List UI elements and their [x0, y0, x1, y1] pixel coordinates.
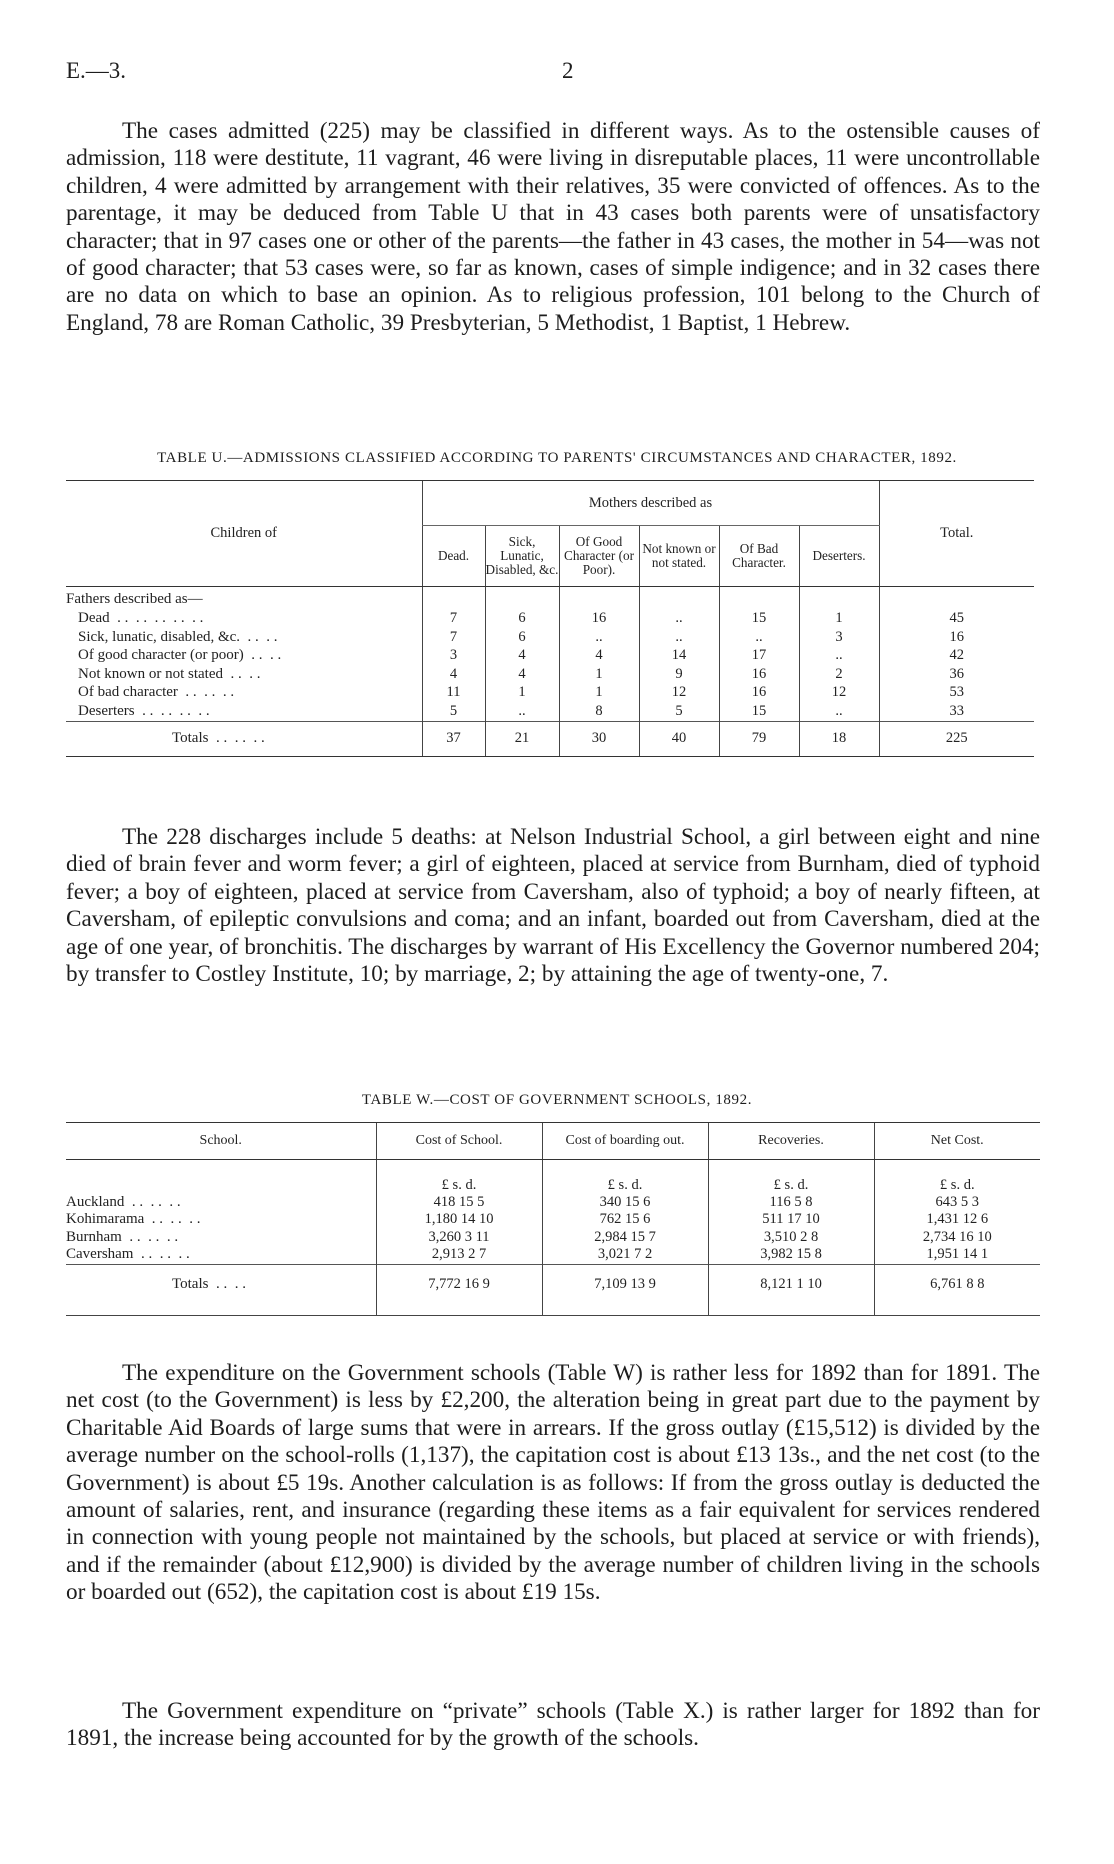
table-cell: ..: [485, 702, 559, 721]
table-cell: 7: [422, 609, 485, 628]
table-cell: 11: [422, 683, 485, 702]
table-u-caption: TABLE U.—ADMISSIONS CLASSIFIED ACCORDING TO PARENTS' CIRCUMSTANCES AND CHARACTER, 1892.: [157, 450, 957, 466]
totals-row: [66, 1264, 1040, 1305]
table-u: [66, 480, 1034, 757]
table-cell: 511 17 10: [708, 1211, 874, 1228]
table-cell: 2,984 15 7: [542, 1229, 708, 1246]
document-reference: E.—3.: [66, 58, 127, 83]
table-cell: 33: [879, 702, 1034, 721]
row-label: Caversham . . . . . .: [66, 1246, 190, 1263]
row-label: Of good character (or poor) . . . .: [78, 647, 282, 664]
row-label: Dead . . . . . . . . . .: [78, 610, 204, 626]
page-number: 2: [562, 58, 574, 83]
table-cell: 3: [799, 628, 879, 647]
table-cell: 3,510 2 8: [708, 1229, 874, 1246]
table-cell: 116 5 8: [708, 1194, 874, 1211]
table-cell: 12: [639, 683, 719, 702]
table-cell: 37: [422, 721, 485, 756]
table-cell: 1,180 14 10: [376, 1211, 542, 1228]
table-cell: 2: [799, 665, 879, 684]
table-cell: 16: [719, 683, 799, 702]
row-header: Children of: [66, 481, 422, 587]
units-label: £ s. d.: [376, 1160, 542, 1195]
table-row: [66, 1194, 1040, 1211]
table-cell: 53: [879, 683, 1034, 702]
table-row: [66, 609, 1034, 628]
table-cell: 40: [639, 721, 719, 756]
row-label: Deserters . . . . . . . .: [78, 702, 210, 719]
table-cell: 18: [799, 721, 879, 756]
table-row: [66, 646, 1034, 665]
table-cell: 762 15 6: [542, 1211, 708, 1228]
table-cell: ..: [719, 628, 799, 647]
table-cell: ..: [799, 646, 879, 665]
row-label: Not known or not stated . . . .: [78, 665, 261, 682]
table-cell: 340 15 6: [542, 1194, 708, 1211]
table-cell: 3,260 3 11: [376, 1229, 542, 1246]
table-cell: 6: [485, 628, 559, 647]
paragraph-admissions: The cases admitted (225) may be classified in different ways. As to the ostensible causes of admission, 118 were destitute, 11 vagrant, 46 were living in disreputable places, 11 were uncontrollable children, 4 were admitted by arrangement with their relatives, 35 were convicted of offences. As to the parentage, it may be deduced from Table U that in 43 cases both parents were of unsatisfactory character; that in 97 cases one or other of the parents—the father in 43 cases, the mother in 54—was not of good character; that 53 cases were, so far as known, cases of simple indigence; and in 32 cases there are no data on which to base an opinion. As to religious profession, 101 belong to the Church of England, 78 are Roman Catholic, 39 Presbyterian, 5 Methodist, 1 Baptist, 1 Hebrew.: [66, 118, 1040, 336]
page-header: [66, 58, 1046, 88]
table-cell: 1,431 12 6: [874, 1211, 1040, 1228]
table-row: [66, 1229, 1040, 1246]
table-w: [66, 1122, 1040, 1316]
table-cell: 12: [799, 683, 879, 702]
totals-row: [66, 721, 1034, 756]
totals-label: Totals . . . .: [66, 1264, 376, 1305]
table-cell: 3,982 15 8: [708, 1246, 874, 1264]
column-header: Cost of School.: [376, 1123, 542, 1160]
units-label: £ s. d.: [708, 1160, 874, 1195]
table-cell: 45: [879, 609, 1034, 628]
group-header: Mothers described as: [422, 481, 879, 526]
section-label: Fathers described as—: [66, 591, 203, 608]
table-cell: 21: [485, 721, 559, 756]
table-cell: 16: [719, 665, 799, 684]
row-label: Of bad character . . . . . .: [78, 684, 235, 701]
table-cell: 6,761 8 8: [874, 1264, 1040, 1305]
row-label: Sick, lunatic, disabled, &c. . . . .: [78, 628, 278, 645]
table-cell: 79: [719, 721, 799, 756]
table-cell: 8: [559, 702, 639, 721]
table-cell: 4: [559, 646, 639, 665]
total-header: Total.: [879, 481, 1034, 587]
table-row: [66, 1211, 1040, 1228]
table-cell: ..: [559, 628, 639, 647]
row-label: Burnham . . . . . .: [66, 1228, 179, 1245]
row-label: Auckland . . . . . .: [66, 1194, 181, 1210]
table-row: [66, 683, 1034, 702]
table-cell: 14: [639, 646, 719, 665]
paragraph-private-schools: The Government expenditure on “private” schools (Table X.) is rather larger for 1892 than for 1891, the increase being accounted for by the growth of the schools.: [66, 1698, 1040, 1752]
paragraph-expenditure: The expenditure on the Government schools (Table W) is rather less for 1892 than for 1891. The net cost (to the Government) is less by £2,200, the alteration being in great part due to the payment by Charitable Aid Boards of large sums that were in arrears. If the gross outlay (£15,512) is divided by the average number on the school-rolls (1,137), the capitation cost is about £13 13s., and the net cost (to the Government) is about £5 19s. Another calculation is as follows: If from the gross outlay is deducted the amount of salaries, rent, and insurance (regarding these items as a fair equivalent for services rendered in connection with young people not maintained by the schools, but placed at service or with friends), and if the remainder (about £12,900) is divided by the average number of children living in the schools or boarded out (652), the capitation cost is about £19 15s.: [66, 1360, 1040, 1606]
table-cell: 1,951 14 1: [874, 1246, 1040, 1264]
paragraph-discharges: The 228 discharges include 5 deaths: at Nelson Industrial School, a girl between eight and nine died of brain fever and worm fever; a girl of eighteen, placed at service from Burnham, died of typhoid fever; a boy of eighteen, placed at service from Caversham, also of typhoid; a boy of nearly fifteen, at Caversham, of epileptic convulsions and coma; and an infant, boarded out from Caversham, died at the age of one year, of bronchitis. The discharges by warrant of His Excellency the Governor numbered 204; by transfer to Costley Institute, 10; by marriage, 2; by attaining the age of twenty-one, 7.: [66, 824, 1040, 988]
table-cell: 1: [559, 665, 639, 684]
column-header: Dead.: [422, 526, 485, 587]
table-cell: 5: [422, 702, 485, 721]
table-cell: 4: [422, 665, 485, 684]
column-header: Recoveries.: [708, 1123, 874, 1160]
column-header: Net Cost.: [874, 1123, 1040, 1160]
table-cell: 4: [485, 665, 559, 684]
column-header: Of Good Character (or Poor).: [559, 526, 639, 587]
table-cell: 30: [559, 721, 639, 756]
table-cell: 6: [485, 609, 559, 628]
table-cell: 1: [799, 609, 879, 628]
table-cell: 3: [422, 646, 485, 665]
units-label: £ s. d.: [874, 1160, 1040, 1195]
totals-label: Totals . . . . . .: [66, 721, 422, 756]
column-header: Deserters.: [799, 526, 879, 587]
table-cell: 5: [639, 702, 719, 721]
table-w-caption: TABLE W.—COST OF GOVERNMENT SCHOOLS, 1892.: [361, 1092, 753, 1108]
table-cell: 2,913 2 7: [376, 1246, 542, 1264]
table-cell: 2,734 16 10: [874, 1229, 1040, 1246]
column-header: Cost of boarding out.: [542, 1123, 708, 1160]
table-cell: 16: [559, 609, 639, 628]
units-label: £ s. d.: [542, 1160, 708, 1195]
table-row: [66, 665, 1034, 684]
table-cell: 1: [485, 683, 559, 702]
table-cell: 15: [719, 609, 799, 628]
table-row: [66, 702, 1034, 721]
table-cell: 7,772 16 9: [376, 1264, 542, 1305]
column-header: Sick, Lunatic, Disabled, &c.: [485, 526, 559, 587]
column-header: Of Bad Character.: [719, 526, 799, 587]
table-cell: 1: [559, 683, 639, 702]
column-header: School.: [66, 1123, 376, 1160]
table-cell: 4: [485, 646, 559, 665]
table-cell: 7: [422, 628, 485, 647]
table-row: [66, 1246, 1040, 1264]
table-cell: 225: [879, 721, 1034, 756]
table-cell: 3,021 7 2: [542, 1246, 708, 1264]
table-cell: ..: [639, 609, 719, 628]
table-cell: 9: [639, 665, 719, 684]
units-row: [66, 1160, 1040, 1195]
table-cell: 15: [719, 702, 799, 721]
table-cell: 17: [719, 646, 799, 665]
column-header: Not known or not stated.: [639, 526, 719, 587]
table-cell: ..: [799, 702, 879, 721]
table-cell: 7,109 13 9: [542, 1264, 708, 1305]
table-end-row: [66, 1305, 1040, 1316]
table-cell: 16: [879, 628, 1034, 647]
table-cell: 418 15 5: [376, 1194, 542, 1211]
table-cell: 42: [879, 646, 1034, 665]
table-row: [66, 628, 1034, 647]
table-cell: 643 5 3: [874, 1194, 1040, 1211]
table-cell: 8,121 1 10: [708, 1264, 874, 1305]
table-cell: ..: [639, 628, 719, 647]
row-label: Kohimarama . . . . . .: [66, 1211, 201, 1228]
table-cell: 36: [879, 665, 1034, 684]
section-row: [66, 587, 1034, 610]
